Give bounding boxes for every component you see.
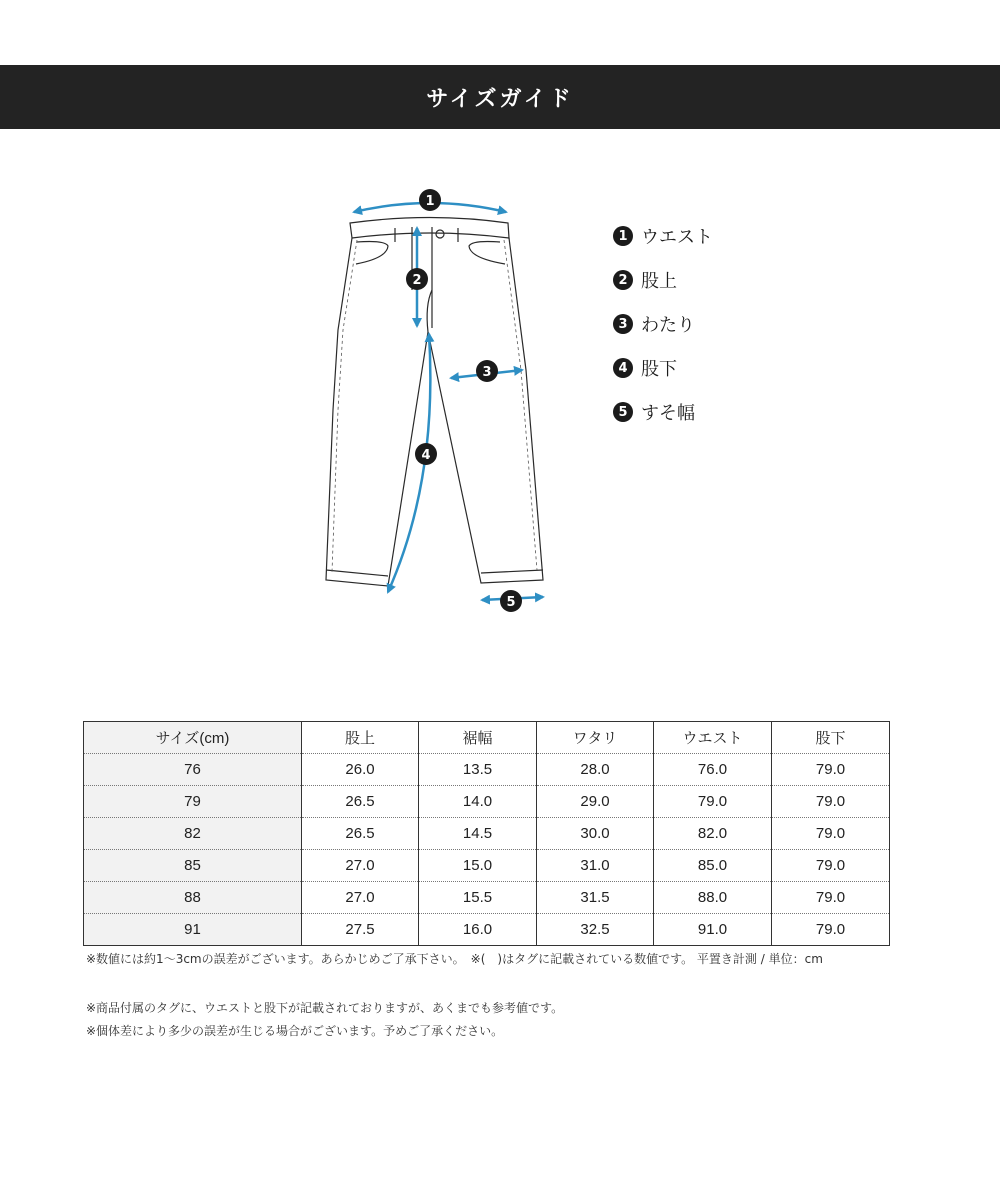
table-cell: 88.0 — [654, 882, 772, 914]
table-cell: 28.0 — [537, 754, 654, 786]
pants-illustration — [300, 180, 580, 620]
number-badge-icon: 4 — [613, 358, 633, 378]
table-row — [84, 786, 890, 818]
table-cell: 76.0 — [654, 754, 772, 786]
column-header: 股下 — [772, 722, 890, 754]
marker-3 — [476, 360, 498, 382]
pants-outline — [326, 218, 543, 587]
table-cell: 79.0 — [772, 754, 890, 786]
tag-note: ※商品付属のタグに、ウエストと股下が記載されておりますが、あくまでも参考値です。 — [86, 1001, 564, 1015]
page-title: サイズガイド — [426, 86, 574, 112]
table-cell: 30.0 — [537, 818, 654, 850]
measurement-note: ※数値には約1～3cmの誤差がございます。あらかじめご了承下さい。 ※( )はタグに記載されている数値です。 平置き計測 / 単位：cm — [86, 952, 823, 966]
table-cell: 79.0 — [772, 786, 890, 818]
table-cell: 27.5 — [302, 914, 419, 946]
table-cell: 26.5 — [302, 818, 419, 850]
table-cell: 27.0 — [302, 882, 419, 914]
legend-label: 股上 — [641, 271, 677, 292]
legend-item-thigh — [613, 302, 713, 346]
measurement-legend — [613, 214, 713, 434]
marker-1 — [419, 189, 441, 211]
legend-item-waist — [613, 214, 713, 258]
table-row — [84, 818, 890, 850]
marker-4 — [415, 443, 437, 465]
table-cell: 82.0 — [654, 818, 772, 850]
table-cell: 26.0 — [302, 754, 419, 786]
svg-text:3: 3 — [482, 365, 492, 380]
page-title-bar — [0, 65, 1000, 129]
legend-item-inseam — [613, 346, 713, 390]
table-cell: 31.0 — [537, 850, 654, 882]
table-cell: 79.0 — [772, 882, 890, 914]
table-cell: 16.0 — [419, 914, 537, 946]
table-cell: 91.0 — [654, 914, 772, 946]
column-header: ワタリ — [537, 722, 654, 754]
size-cell: 79 — [84, 786, 302, 818]
legend-item-hem-width — [613, 390, 713, 434]
svg-text:4: 4 — [421, 448, 431, 463]
number-badge-icon: 5 — [613, 402, 633, 422]
legend-label: 股下 — [641, 359, 677, 380]
column-header: ウエスト — [654, 722, 772, 754]
legend-label: わたり — [641, 315, 695, 336]
column-header: サイズ(cm) — [84, 722, 302, 754]
variance-note: ※個体差により多少の誤差が生じる場合がございます。予めご了承ください。 — [86, 1024, 504, 1038]
table-cell: 79.0 — [654, 786, 772, 818]
column-header: 股上 — [302, 722, 419, 754]
table-cell: 14.5 — [419, 818, 537, 850]
number-badge-icon: 2 — [613, 270, 633, 290]
legend-item-rise — [613, 258, 713, 302]
size-cell: 82 — [84, 818, 302, 850]
table-cell: 32.5 — [537, 914, 654, 946]
table-cell: 26.5 — [302, 786, 419, 818]
table-row — [84, 754, 890, 786]
pants-diagram — [300, 180, 580, 620]
size-cell: 88 — [84, 882, 302, 914]
size-cell: 85 — [84, 850, 302, 882]
size-cell: 76 — [84, 754, 302, 786]
table-cell: 79.0 — [772, 914, 890, 946]
table-cell: 29.0 — [537, 786, 654, 818]
marker-2 — [406, 268, 428, 290]
svg-text:2: 2 — [412, 273, 422, 288]
table-cell: 15.0 — [419, 850, 537, 882]
table-cell: 85.0 — [654, 850, 772, 882]
table-cell: 79.0 — [772, 818, 890, 850]
size-cell: 91 — [84, 914, 302, 946]
marker-5 — [500, 590, 522, 612]
number-badge-icon: 1 — [613, 226, 633, 246]
legend-label: ウエスト — [641, 227, 713, 248]
number-badge-icon: 3 — [613, 314, 633, 334]
table-row — [84, 914, 890, 946]
svg-text:5: 5 — [506, 595, 516, 610]
table-header-row — [84, 722, 890, 754]
table-row — [84, 850, 890, 882]
table-cell: 31.5 — [537, 882, 654, 914]
legend-label: すそ幅 — [641, 403, 695, 424]
table-cell: 14.0 — [419, 786, 537, 818]
table-cell: 79.0 — [772, 850, 890, 882]
pants-stitching — [332, 230, 537, 572]
size-table — [83, 721, 890, 946]
svg-text:1: 1 — [425, 194, 435, 209]
table-row — [84, 882, 890, 914]
column-header: 裾幅 — [419, 722, 537, 754]
measure-lines — [354, 203, 543, 600]
table-cell: 13.5 — [419, 754, 537, 786]
table-cell: 15.5 — [419, 882, 537, 914]
table-cell: 27.0 — [302, 850, 419, 882]
